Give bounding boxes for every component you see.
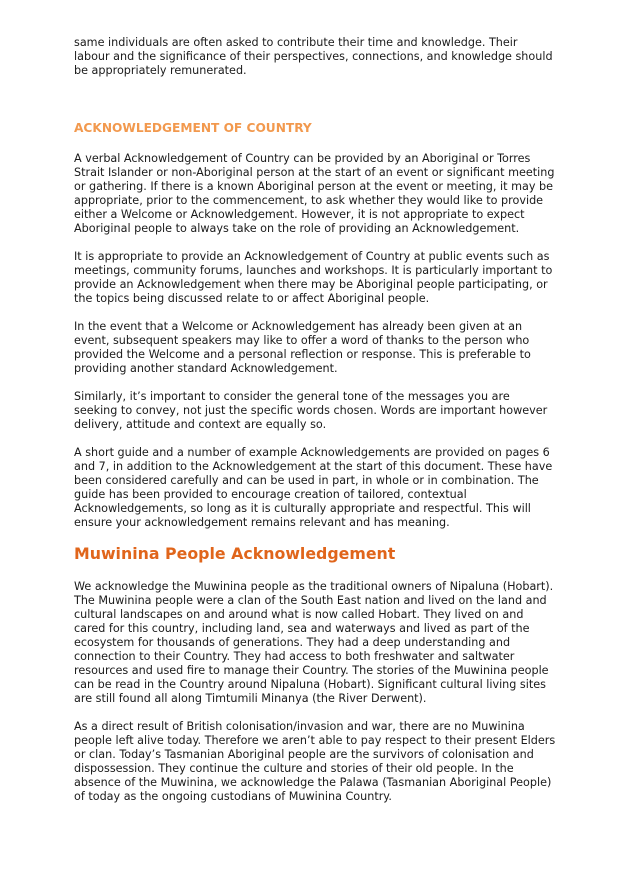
- intro-paragraph: same individuals are often asked to contribute their time and knowledge. Their labour and the significance of their perspectives, connections, and knowledge should be appropriately remunerated.: [74, 36, 553, 77]
- acknowledgement-paragraph: In the event that a Welcome or Acknowledgement has already been given at an event, subsequent speakers may like to offer a word of thanks to the person who provided the Welcome and a personal reflection or response. This is preferable to providing another standard Acknowledgement.: [74, 320, 531, 375]
- acknowledgement-paragraph: A verbal Acknowledgement of Country can be provided by an Aboriginal or Torres Strait Islander or non-Aboriginal person at the start of an event or significant meeting or gathering. If there is a known Aboriginal person at the event or meeting, it may be appropriate, prior to the commencement, to ask whether they would like to provide either a Welcome or Acknowledgement. However, it is not appropriate to expect Aboriginal people to always take on the role of providing an Acknowledgement.: [74, 152, 555, 235]
- muwinina-paragraph: We acknowledge the Muwinina people as the traditional owners of Nipaluna (Hobart). The Muwinina people were a clan of the South East nation and lived on the land and cultural landscapes on and around what is now called Hobart. They lived on and cared for this country, including land, sea and waterways and lived as part of the ecosystem for thousands of generations. They had a deep understanding and connection to their Country. They had access to both freshwater and saltwater resources and used fire to manage their Country. The stories of the Muwinina people can be read in the Country around Nipaluna (Hobart). Significant cultural living sites are still found all along Timtumili Minanya (the River Derwent).: [74, 580, 554, 705]
- muwinina-acknowledgement-heading: Muwinina People Acknowledgement: [74, 544, 396, 563]
- acknowledgement-paragraph: A short guide and a number of example Acknowledgements are provided on pages 6 and 7, in addition to the Acknowledgement at the start of this document. These have been considered carefully and can be used in part, in whole or in combination. The guide has been provided to encourage creation of tailored, contextual Acknowledgements, so long as it is culturally appropriate and respectful. This will ensure your acknowledgement remains relevant and has meaning.: [74, 446, 553, 529]
- acknowledgement-of-country-heading: ACKNOWLEDGEMENT OF COUNTRY: [74, 121, 312, 135]
- page-content: [74, 36, 556, 818]
- acknowledgement-paragraph: Similarly, it’s important to consider the general tone of the messages you are seeking to convey, not just the specific words chosen. Words are important however delivery, attitude and context are equally so.: [74, 390, 548, 431]
- acknowledgement-paragraph: It is appropriate to provide an Acknowledgement of Country at public events such as meetings, community forums, launches and workshops. It is particularly important to provide an Acknowledgement when there may be Aboriginal people participating, or the topics being discussed relate to or affect Aboriginal people.: [74, 250, 553, 305]
- muwinina-paragraph: As a direct result of British colonisation/invasion and war, there are no Muwinina people left alive today. Therefore we aren’t able to pay respect to their present Elders or clan. Today’s Tasmanian Aboriginal people are the survivors of colonisation and dispossession. They continue the culture and stories of their old people. In the absence of the Muwinina, we acknowledge the Palawa (Tasmanian Aboriginal People) of today as the ongoing custodians of Muwinina Country.: [74, 720, 556, 803]
